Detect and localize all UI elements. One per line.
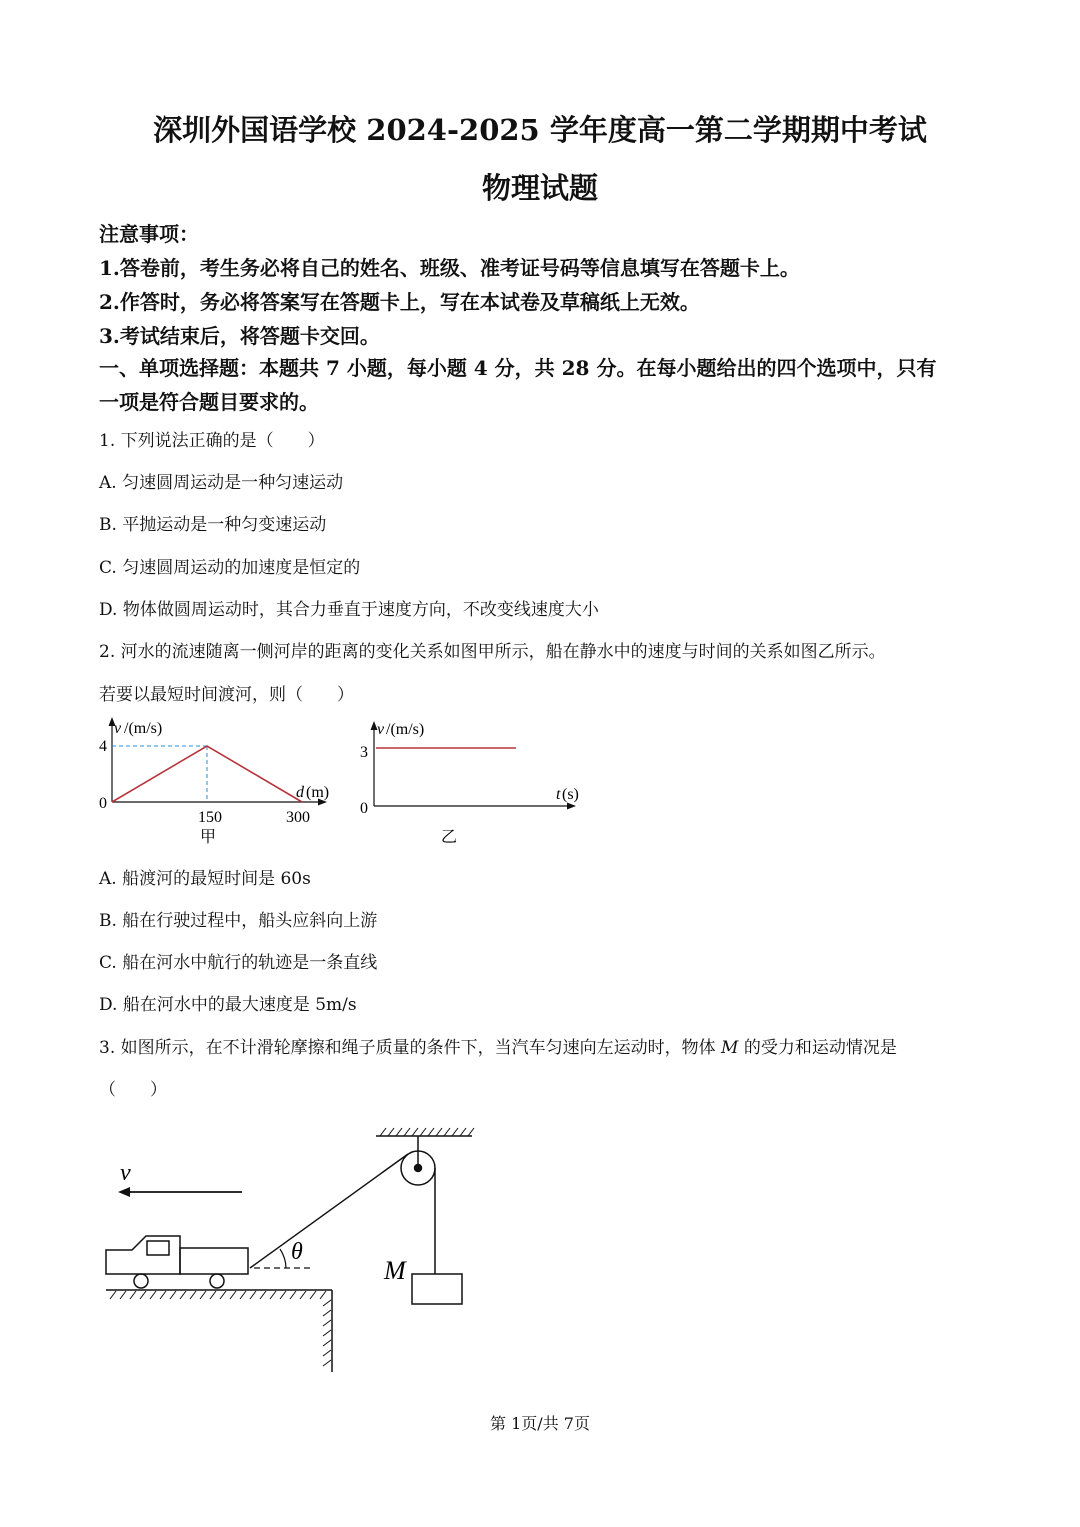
graph-yi-caption: 乙 (440, 829, 458, 846)
graph-yi-axes (374, 726, 570, 806)
q2-option-b: B. 船在行驶过程中，船头应斜向上游 (99, 911, 378, 931)
angle-arc (280, 1249, 286, 1268)
graph-jia-ylabel-unit: /(m/s) (124, 720, 163, 737)
velocity-arrowhead (118, 1187, 130, 1197)
graph-yi-origin: 0 (360, 800, 368, 817)
section1-line2: 一项是符合题目要求的。 (99, 390, 319, 414)
q1-option-b: B. 平抛运动是一种匀变速运动 (99, 515, 327, 535)
q1-option-a: A. 匀速圆周运动是一种匀速运动 (99, 473, 344, 493)
notice-item-3: 3.考试结束后，将答题卡交回。 (99, 324, 380, 348)
velocity-label: v (120, 1160, 131, 1186)
graph-jia-xlabel-unit: (m) (306, 784, 330, 801)
truck-wheel-rear (210, 1274, 224, 1288)
q3-stem-line2: （ ） (99, 1080, 167, 1100)
q1-option-d: D. 物体做圆周运动时，其合力垂直于速度方向，不改变线速度大小 (99, 600, 599, 620)
truck-window (147, 1241, 169, 1255)
q3-figure (106, 1128, 474, 1372)
q2-stem-line2: 若要以最短时间渡河，则（ ） (99, 685, 354, 705)
angle-label: θ (291, 1239, 303, 1265)
ground-hatch (110, 1291, 331, 1366)
graph-yi-ylabel-v: v (377, 721, 385, 738)
exam-subtitle: 物理试题 (481, 171, 598, 205)
graph-jia-xlabel-d: d (296, 784, 304, 801)
section1-line1: 一、单项选择题：本题共 7 小题，每小题 4 分，共 28 分。在每小题给出的四个选项中，只有 (99, 356, 937, 380)
graph-jia-origin: 0 (99, 795, 107, 812)
notice-item-2: 2.作答时，务必将答案写在答题卡上，写在本试卷及草稿纸上无效。 (99, 290, 700, 314)
graph-yi-xlabel-t: t (556, 786, 561, 803)
q3-stem-part2: 的受力和运动情况是 (738, 1038, 897, 1058)
pulley-axle (415, 1165, 422, 1172)
graph-yi-tick-y3: 3 (360, 744, 368, 761)
q3-stem-var: M (721, 1038, 739, 1058)
graph-yi-ylabel-unit: /(m/s) (386, 721, 425, 738)
graph-jia-caption: 甲 (199, 829, 217, 846)
q3-stem-part1: 3. 如图所示，在不计滑轮摩擦和绳子质量的条件下，当汽车匀速向左运动时，物体 (99, 1038, 722, 1058)
rope-slanted (250, 1154, 408, 1268)
notice-heading: 注意事项： (99, 222, 199, 246)
q2-option-d: D. 船在河水中的最大速度是 5m/s (99, 995, 357, 1015)
page-number: 第 1页/共 7页 (490, 1414, 590, 1433)
graph-jia-tick-x300: 300 (286, 809, 310, 826)
graph-yi-xlabel-unit: (s) (562, 786, 579, 803)
q2-stem-line1: 2. 河水的流速随离一侧河岸的距离的变化关系如图甲所示，船在静水中的速度与时间的关系如图乙所示。 (99, 642, 886, 662)
q1-stem: 1. 下列说法正确的是（ ） (99, 431, 325, 451)
graph-jia-ylabel-v: v (114, 720, 122, 737)
graph-yi-x-arrow (567, 803, 576, 810)
mass-block (412, 1274, 462, 1304)
q3-stem-line1 (99, 1033, 897, 1058)
q2-option-c: C. 船在河水中航行的轨迹是一条直线 (99, 953, 378, 973)
graph-jia-tick-y4: 4 (99, 738, 107, 755)
notice-item-1: 1.答卷前，考生务必将自己的姓名、班级、准考证号码等信息填写在答题卡上。 (99, 256, 800, 280)
q2-option-a: A. 船渡河的最短时间是 60s (99, 869, 311, 889)
exam-title: 深圳外国语学校 2024-2025 学年度高一第二学期期中考试 (153, 113, 927, 147)
truck-body (180, 1248, 248, 1274)
graph-jia-tick-x150: 150 (198, 809, 222, 826)
q1-option-c: C. 匀速圆周运动的加速度是恒定的 (99, 558, 361, 578)
ceiling-hatch (380, 1128, 474, 1136)
mass-label: M (384, 1256, 406, 1285)
truck-wheel-front (134, 1274, 148, 1288)
